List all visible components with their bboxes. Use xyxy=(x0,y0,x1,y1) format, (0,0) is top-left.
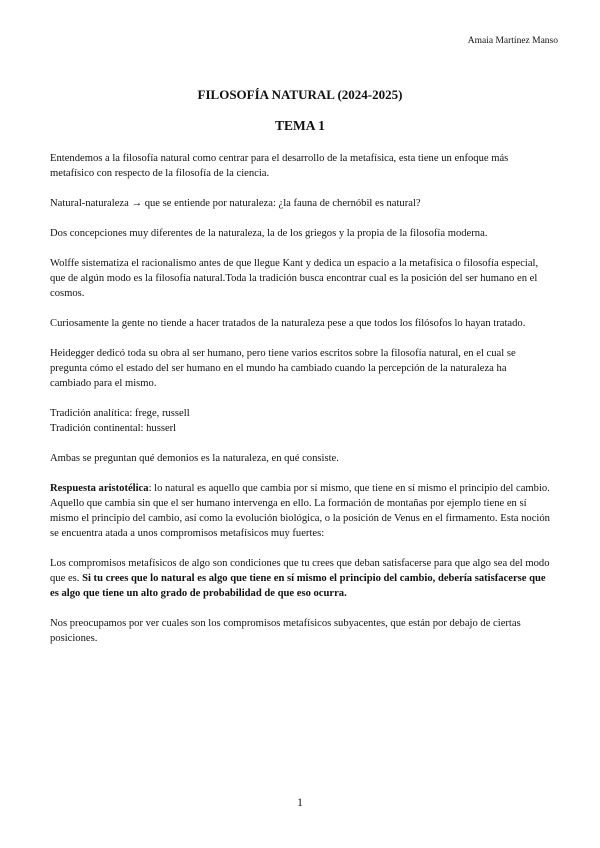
section-title: TEMA 1 xyxy=(275,118,325,133)
paragraph: Nos preocupamos por ver cuales son los compromisos metafísicos subyacentes, que están por debajo de ciertas posiciones. xyxy=(50,618,521,644)
paragraph xyxy=(50,481,550,541)
paragraph: Natural-naturaleza → que se entiende por naturaleza: ¿la fauna de chernóbil es natural? xyxy=(50,198,421,209)
document-title: FILOSOFÍA NATURAL (2024-2025) xyxy=(197,87,403,102)
paragraph: Wolffe sistematiza el racionalismo antes de que llegue Kant y dedica un espacio a la metafísica o filosofía especial, que de algún modo es la filosofía natural.Toda la tradición busca encontrar cual es la posición del ser humano en el cosmos. xyxy=(50,258,539,299)
paragraph xyxy=(50,556,550,601)
bold-term: Respuesta aristotélica xyxy=(50,483,149,494)
page-number: 1 xyxy=(297,797,303,809)
paragraph: Entendemos a la filosofía natural como centrar para el desarrollo de la metafísica, esta tiene un enfoque más metafísico con respecto de la filosofía de la ciencia. xyxy=(50,153,509,179)
paragraph-text: Los compromisos metafísicos de algo son condiciones que tu crees que deban satisfacerse para que algo sea del modo que es. xyxy=(50,558,550,584)
document-body xyxy=(50,151,550,661)
paragraph: Tradición continental: husserl xyxy=(50,423,177,434)
paragraph: Curiosamente la gente no tiende a hacer tratados de la naturaleza pese a que todos los filósofos lo hayan tratado. xyxy=(50,318,526,329)
author-name: Amaia Martínez Manso xyxy=(467,36,558,46)
paragraph: Heidegger dedicó toda su obra al ser humano, pero tiene varios escritos sobre la filosofía natural, en el cual se pregunta cómo el estado del ser humano en el mundo ha cambiado cuando la percepción de la naturaleza ha cambiado para el mismo. xyxy=(50,348,516,389)
paragraph: Tradición analítica: frege, russell xyxy=(50,408,190,419)
paragraph: Ambas se preguntan qué demonios es la naturaleza, en qué consiste. xyxy=(50,453,339,464)
paragraph: Dos concepciones muy diferentes de la naturaleza, la de los griegos y la propia de la filosofía moderna. xyxy=(50,228,488,239)
bold-statement: Si tu crees que lo natural es algo que tiene en sí mismo el principio del cambio, debería satisfacerse que es algo que tiene un alto grado de probabilidad de que eso ocurra. xyxy=(50,573,546,599)
paragraph-text: : lo natural es aquello que cambia por sí mismo, que tiene en sí mismo el principio del cambio. Aquello que cambia sin que el ser humano intervenga en ello. La formación de montañas por ejemplo tiene en sí mismo el principio del cambio, así como la evolución biológica, o la posición de Venus en el firmamento. Esta noción se encuentra atada a unos compromisos metafísicos muy fuertes: xyxy=(50,483,550,539)
